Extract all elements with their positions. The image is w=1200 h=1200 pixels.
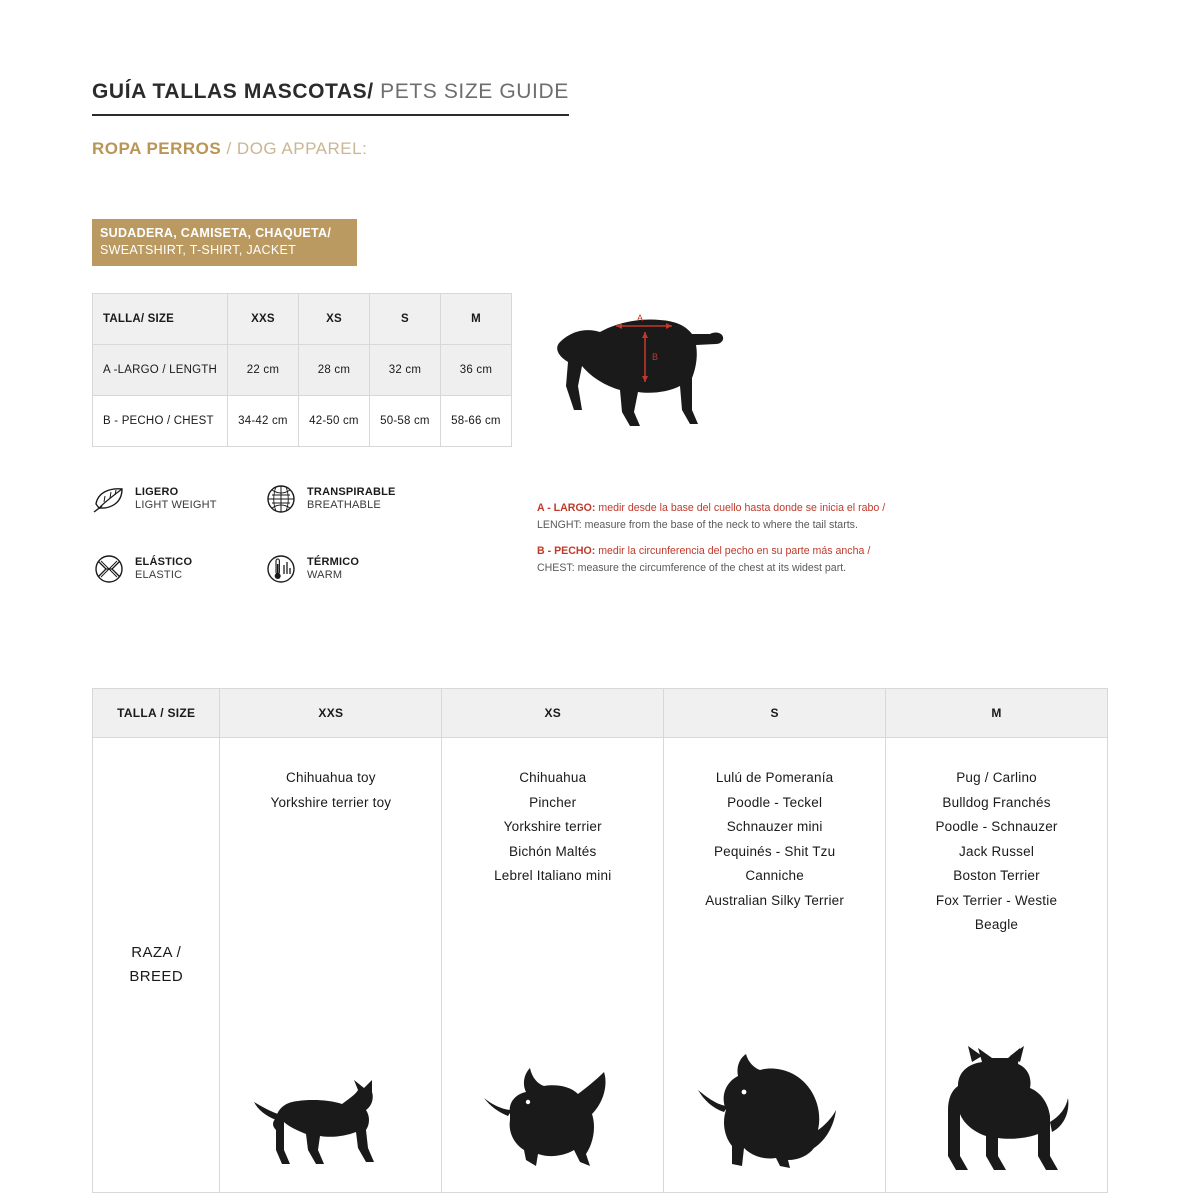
note-1-es-text: medir la circunferencia del pecho en su parte más ancha / <box>595 545 871 557</box>
breed-table-head-3: S <box>664 689 886 738</box>
feature-2-en: ELASTIC <box>135 569 183 581</box>
feature-elastic-label <box>135 556 192 582</box>
feature-3-en: WARM <box>307 569 343 581</box>
breed-cell-m <box>886 738 1108 1193</box>
size-table-row0-val3: 36 cm <box>440 345 511 396</box>
breed-list-xs <box>448 766 657 889</box>
breed-item: Lulú de Pomeranía <box>715 770 834 785</box>
chihuahua-silhouette <box>220 1028 441 1178</box>
breed-item: Yorkshire terrier toy <box>270 794 392 810</box>
leaf-icon <box>92 482 126 516</box>
size-table-head-4: M <box>440 294 511 345</box>
note-0-es-label: A - LARGO: <box>537 502 596 514</box>
table-row <box>93 345 512 396</box>
breed-item: Lebrel Italiano mini <box>494 868 612 883</box>
size-table-row1-val1: 42-50 cm <box>298 396 369 447</box>
small-fluffy-dog-silhouette <box>442 1028 663 1178</box>
size-table-row0-val1: 28 cm <box>298 345 369 396</box>
feature-breathable-label <box>307 486 396 512</box>
size-table-row0-label: A -LARGO / LENGTH <box>93 345 228 396</box>
feature-light-weight <box>92 482 217 516</box>
note-chest <box>537 543 1007 577</box>
breed-table-head-1: XXS <box>220 689 442 738</box>
diagram-label-a: A <box>636 313 644 323</box>
diagram-label-b: B <box>652 352 659 362</box>
breed-item: Poodle - Schnauzer <box>935 819 1058 834</box>
breed-item: Poodle - Teckel <box>727 794 823 810</box>
note-1-es-label: B - PECHO: <box>537 545 596 557</box>
breed-list-m <box>892 766 1101 938</box>
elastic-icon <box>92 552 126 586</box>
breed-cell-s <box>664 738 886 1193</box>
breed-cell-xxs <box>220 738 442 1193</box>
feature-0-en: LIGHT WEIGHT <box>135 499 217 511</box>
breed-row-label-line2: BREED <box>129 968 184 985</box>
breed-item: Fox Terrier - Westie <box>935 892 1058 908</box>
breed-item: Chihuahua toy <box>286 770 376 785</box>
table-row <box>93 738 1108 1193</box>
category-band <box>92 219 357 266</box>
breed-item: Pequinés - Shit Tzu <box>713 843 836 859</box>
feature-1-en: BREATHABLE <box>307 499 381 511</box>
breed-item: Schnauzer mini <box>726 819 823 834</box>
note-0-es-text: medir desde la base del cuello hasta donde se inicia el rabo / <box>595 502 886 514</box>
breed-cell-xs <box>442 738 664 1193</box>
feature-0-es: LIGERO <box>135 486 179 498</box>
size-table-head-2: XS <box>298 294 369 345</box>
breed-row-label-line1: RAZA / <box>131 944 182 961</box>
feature-1-es: TRANSPIRABLE <box>307 486 396 498</box>
table-row-header <box>93 689 1108 738</box>
page-title <box>92 80 732 116</box>
page-title-text <box>92 80 569 116</box>
breed-row-label <box>93 738 220 1193</box>
breathable-mesh-icon <box>264 482 298 516</box>
feature-breathable <box>264 482 396 516</box>
feature-elastic <box>92 552 192 586</box>
pomeranian-silhouette <box>664 1028 885 1178</box>
breed-item: Bulldog Franchés <box>942 794 1051 810</box>
breed-size-table <box>92 688 1108 1193</box>
breed-list-xxs <box>226 766 435 815</box>
feature-3-es: TÉRMICO <box>307 556 360 568</box>
page-title-es: GUÍA TALLAS MASCOTAS/ <box>92 80 374 103</box>
breed-item: Canniche <box>745 868 804 883</box>
size-table-head-1: XXS <box>227 294 298 345</box>
note-length <box>537 500 1007 534</box>
category-band-es: SUDADERA, CAMISETA, CHAQUETA/ <box>100 226 332 240</box>
table-row <box>93 396 512 447</box>
breed-item: Bichón Maltés <box>509 843 597 859</box>
size-table-row0-val0: 22 cm <box>227 345 298 396</box>
bulldog-silhouette <box>886 1028 1107 1178</box>
dog-measurement-diagram <box>520 300 840 450</box>
page-title-en: PETS SIZE GUIDE <box>373 80 569 103</box>
size-table-head-0: TALLA/ SIZE <box>93 294 228 345</box>
feature-warm <box>264 552 359 586</box>
feature-warm-label <box>307 556 359 582</box>
feature-2-es: ELÁSTICO <box>135 556 193 568</box>
section-subtitle-en: / DOG APPAREL: <box>221 139 368 158</box>
size-table-row1-label: B - PECHO / CHEST <box>93 396 228 447</box>
breed-item: Jack Russel <box>959 843 1035 859</box>
category-band-en: SWEATSHIRT, T-SHIRT, JACKET <box>100 243 297 257</box>
breed-list-s <box>670 766 879 913</box>
section-subtitle <box>92 139 367 159</box>
breed-item: Pincher <box>529 794 577 810</box>
feature-light-weight-label <box>135 486 217 512</box>
breed-item: Yorkshire terrier <box>503 819 602 834</box>
breed-table-head-0: TALLA / SIZE <box>93 689 220 738</box>
breed-item: Boston Terrier <box>953 868 1040 883</box>
breed-table-head-2: XS <box>442 689 664 738</box>
note-0-en: LENGHT: measure from the base of the neck to where the tail starts. <box>537 519 858 531</box>
thermometer-icon <box>264 552 298 586</box>
breed-item: Pug / Carlino <box>956 770 1037 785</box>
note-1-en: CHEST: measure the circumference of the chest at its widest part. <box>537 562 847 574</box>
breed-item: Chihuahua <box>519 770 587 785</box>
size-table-row1-val0: 34-42 cm <box>227 396 298 447</box>
size-table-row1-val2: 50-58 cm <box>369 396 440 447</box>
section-subtitle-es: ROPA PERROS <box>92 139 222 158</box>
breed-item: Beagle <box>974 917 1019 932</box>
table-row-header <box>93 294 512 345</box>
breed-table-head-4: M <box>886 689 1108 738</box>
size-table-head-3: S <box>369 294 440 345</box>
size-measurements-table <box>92 293 512 447</box>
breed-item: Australian Silky Terrier <box>705 892 845 908</box>
size-table-row1-val3: 58-66 cm <box>440 396 511 447</box>
measurement-notes <box>537 500 1007 586</box>
size-table-row0-val2: 32 cm <box>369 345 440 396</box>
